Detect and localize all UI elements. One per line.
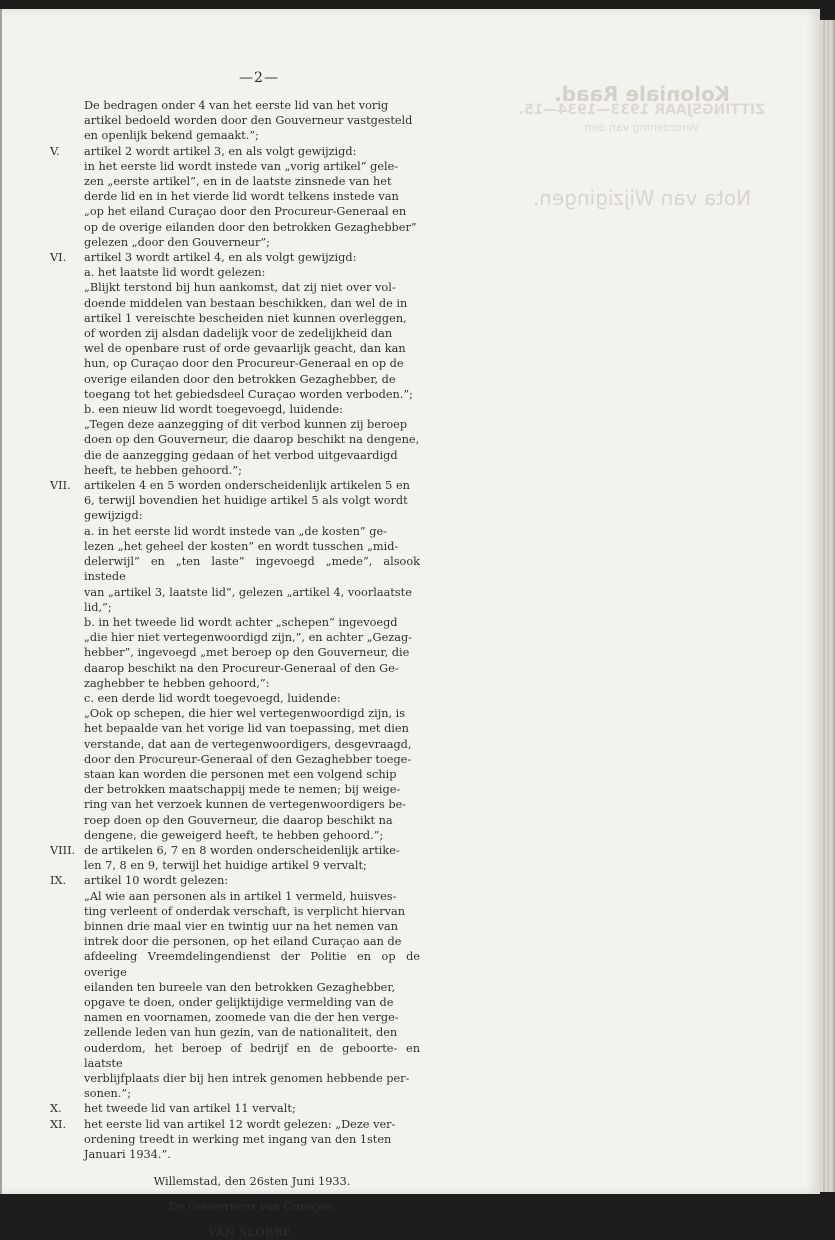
amendment-line: of worden zij alsdan dadelijk voor de zedelijkheid dan	[84, 327, 393, 341]
amendment-line: sonen.”;	[84, 1087, 132, 1101]
amendment-line: wel de openbare rust of orde gevaarlijk geacht, dan kan	[84, 342, 406, 356]
amendment-line: door den Procureur-Generaal of den Gezaghebber toege-	[84, 752, 412, 766]
amendment-line: doende middelen van bestaan beschikken, dan wel de in	[84, 296, 408, 310]
amendment-line: b. een nieuw lid wordt toegevoegd, luidende:	[84, 403, 343, 417]
amendment-line: doen op den Gouverneur, die daarop beschikt na dengene,	[84, 433, 420, 447]
amendment-line: a. het laatste lid wordt gelezen:	[84, 266, 266, 280]
amendment-line: artikel 3 wordt artikel 4, en als volgt gewijzigd:	[84, 251, 357, 265]
amendment-item	[50, 1117, 420, 1163]
amendment-line: eilanden ten bureele van den betrokken Gezaghebber,	[84, 980, 396, 994]
amendment-line: lezen „het geheel der kosten” en wordt tusschen „mid-	[84, 539, 399, 553]
show-through-line: Verordening van den	[584, 121, 700, 134]
show-through-subtitle: ZITTINGSJAAR 1933—1934—15.	[518, 102, 766, 118]
amendment-line: het tweede lid van artikel 11 vervalt;	[84, 1102, 296, 1116]
amendment-line: c. een derde lid wordt toegevoegd, luidende:	[84, 691, 341, 705]
page-stack-edge	[820, 20, 835, 1192]
amendment-line: binnen drie maal vier en twintig uur na het nemen van	[84, 919, 399, 933]
amendment-line: hun, op Curaçao door den Procureur-Generaal en op de	[84, 357, 404, 371]
amendment-line: „Ook op schepen, die hier wel vertegenwoordigd zijn, is	[84, 707, 406, 721]
amendment-line: op de overige eilanden door den betrokken Gezaghebber”	[84, 220, 417, 234]
amendment-line: artikel 1 vereischte bescheiden niet kunnen overleggen,	[84, 311, 407, 325]
amendment-line: „Blijkt terstond bij hun aankomst, dat zij niet over vol-	[84, 281, 396, 295]
amendment-line: „Tegen deze aanzegging of dit verbod kunnen zij beroep	[84, 418, 408, 432]
amendment-line: ring van het verzoek kunnen de vertegenwoordigers be-	[84, 798, 407, 812]
amendment-line: Januari 1934.”.	[84, 1148, 171, 1162]
amendment-line: 6, terwijl bovendien het huidige artikel 5 als volgt wordt	[84, 494, 408, 508]
amendment-line: overige eilanden door den betrokken Gezaghebber, de	[84, 372, 396, 386]
amendment-line: het eerste lid van artikel 12 wordt gelezen: „Deze ver-	[84, 1117, 396, 1131]
intro-line: De bedragen onder 4 van het eerste lid van het vorig	[84, 99, 389, 112]
amendment-line: roep doen op den Gouverneur, die daarop beschikt na	[84, 813, 393, 827]
amendment-line: zen „eerste artikel”, en in de laatste zinsnede van het	[84, 175, 392, 189]
amendment-numeral: V.	[50, 144, 60, 158]
amendment-line: dengene, die geweigerd heeft, te hebben gehoord.”;	[84, 828, 384, 842]
amendment-line: die de aanzegging gedaan of het verbod uitgevaardigd	[84, 448, 398, 462]
amendment-line: ting verleent of onderdak verschaft, is verplicht hiervan	[84, 904, 406, 918]
amendment-line: artikel 2 wordt artikel 3, en als volgt gewijzigd:	[84, 144, 357, 158]
document-body	[50, 98, 420, 1240]
amendment-list	[50, 144, 420, 1163]
amendment-line: der betrokken maatschappij mede te nemen; bij weige-	[84, 783, 401, 797]
signature-title: De Gouverneur van Curaçao,	[168, 1200, 336, 1214]
amendment-line: „die hier niet vertegenwoordigd zijn,”, en achter „Gezag-	[84, 631, 412, 645]
amendment-line: opgave te doen, onder gelijktijdige vermelding van de	[84, 995, 394, 1009]
amendment-line: staan kan worden die personen met een volgend schip	[84, 767, 397, 781]
show-through-nota: Nota van Wijzigingen.	[532, 186, 752, 210]
amendment-line: in het eerste lid wordt instede van „vorig artikel” gele-	[84, 159, 399, 173]
intro-line: en openlijk bekend gemaakt.”;	[84, 129, 259, 143]
amendment-line: namen en voornamen, zoomede van die der hen verge-	[84, 1011, 399, 1025]
intro-line: artikel bedoeld worden door den Gouverneur vastgesteld	[84, 114, 413, 128]
amendment-line: verstande, dat aan de vertegenwoordigers, desgevraagd,	[84, 737, 412, 751]
amendment-numeral: IX.	[50, 874, 67, 888]
signature-name: VAN SLOBBE.	[208, 1225, 296, 1239]
amendment-line: ouderdom, het beroep of bedrijf en de geboorte- en laatste	[84, 1041, 420, 1070]
amendment-numeral: X.	[50, 1102, 62, 1116]
show-through-text	[482, 82, 802, 210]
amendment-line: artikel 10 wordt gelezen:	[84, 874, 229, 888]
show-through-title: Koloniale Raad.	[554, 82, 730, 106]
amendment-numeral: VI.	[50, 251, 67, 265]
amendment-line: b. in het tweede lid wordt achter „schepen” ingevoegd	[84, 615, 398, 629]
amendment-line: a. in het eerste lid wordt instede van „de kosten” ge-	[84, 524, 387, 538]
amendment-line: gelezen „door den Gouverneur”;	[84, 235, 270, 249]
page-number: —2—	[239, 70, 279, 86]
amendment-item	[50, 1101, 420, 1116]
amendment-line: artikelen 4 en 5 worden onderscheidenlijk artikelen 5 en	[84, 479, 410, 493]
amendment-line: toegang tot het gebiedsdeel Curaçao worden verboden.”;	[84, 387, 413, 401]
amendment-item	[50, 478, 420, 843]
amendment-line: van „artikel 3, laatste lid”, gelezen „artikel 4, voorlaatste	[84, 585, 412, 599]
amendment-line: „Al wie aan personen als in artikel 1 vermeld, huisves-	[84, 889, 397, 903]
amendment-line: zaghebber te hebben gehoord,”:	[84, 676, 270, 690]
amendment-item	[50, 144, 420, 250]
amendment-item	[50, 873, 420, 1101]
intro-paragraph	[50, 98, 420, 144]
amendment-item	[50, 250, 420, 478]
amendment-line: zellende leden van hun gezin, van de nationaliteit, den	[84, 1026, 398, 1040]
amendment-line: ordening treedt in werking met ingang van den 1sten	[84, 1132, 392, 1146]
amendment-line: daarop beschikt na den Procureur-Generaal of den Ge-	[84, 661, 399, 675]
amendment-line: hebber”, ingevoegd „met beroep op den Gouverneur, die	[84, 646, 410, 660]
signature-place-date: Willemstad, den 26sten Juni 1933.	[153, 1175, 351, 1189]
amendment-line: de artikelen 6, 7 en 8 worden onderscheidenlijk artike-	[84, 843, 400, 857]
amendment-line: heeft, te hebben gehoord.”;	[84, 463, 242, 477]
amendment-numeral: VIII.	[50, 843, 76, 857]
amendment-line: het bepaalde van het vorige lid van toepassing, met dien	[84, 722, 409, 736]
amendment-line: gewijzigd:	[84, 509, 143, 523]
amendment-line: intrek door die personen, op het eiland Curaçao aan de	[84, 935, 402, 949]
amendment-line: verblijfplaats dier bij hen intrek genomen hebbende per-	[84, 1072, 410, 1085]
amendment-line: len 7, 8 en 9, terwijl het huidige artikel 9 vervalt;	[84, 859, 367, 873]
amendment-line: „op het eiland Curaçao door den Procureur-Generaal en	[84, 205, 407, 219]
amendment-numeral: XI.	[50, 1117, 67, 1131]
amendment-line: afdeeling Vreemdelingendienst der Politie en op de overige	[84, 950, 420, 979]
amendment-line: lid,”;	[84, 600, 112, 614]
amendment-line: derde lid en in het vierde lid wordt telkens instede van	[84, 190, 399, 204]
amendment-line: delerwijl” en „ten laste” ingevoegd „mede”, alsook instede	[84, 555, 420, 584]
amendment-item	[50, 843, 420, 873]
amendment-numeral: VII.	[50, 479, 71, 493]
